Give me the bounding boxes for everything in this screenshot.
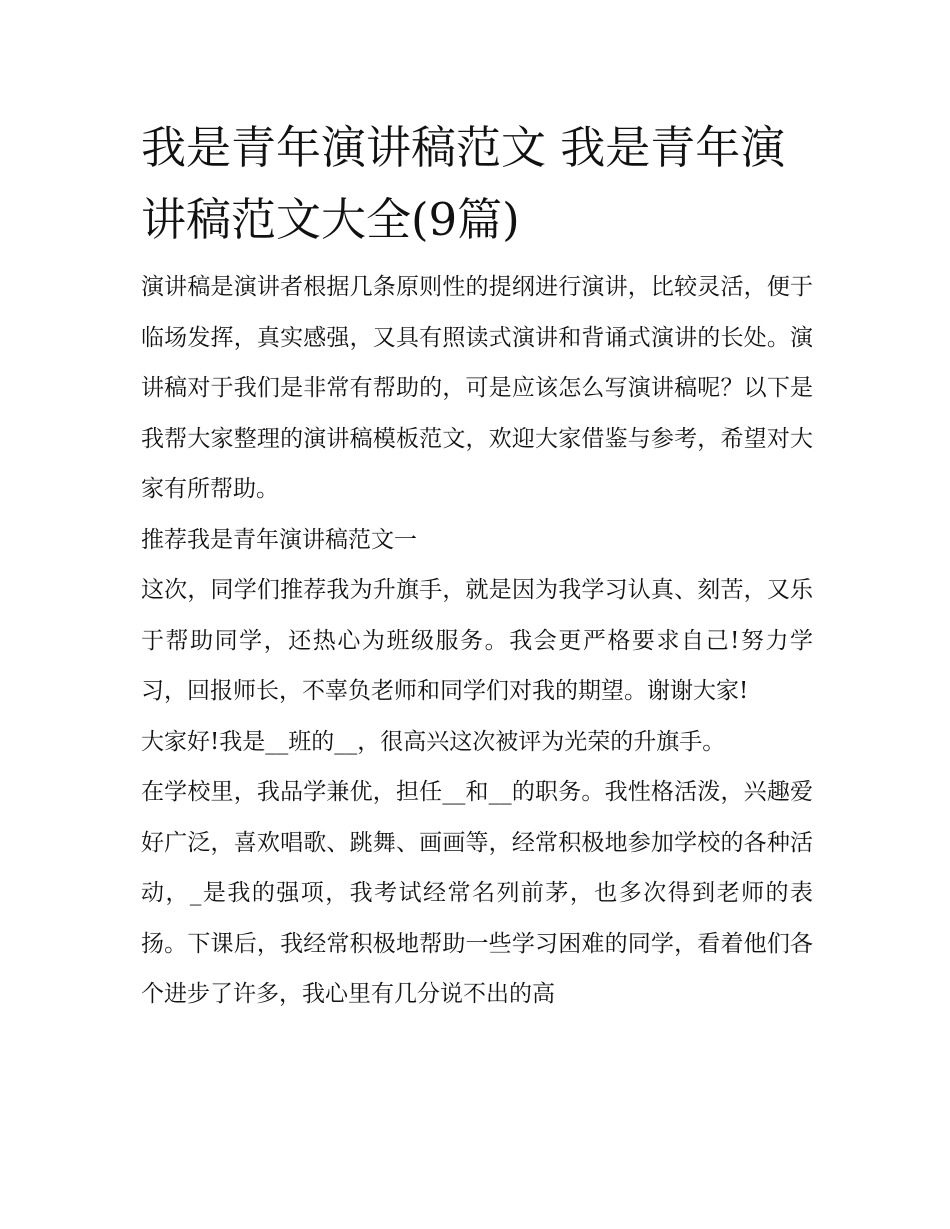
- section-heading: 推荐我是青年演讲稿范文一: [141, 526, 417, 553]
- document-title: 我是青年演讲稿范文 我是青年演讲稿范文大全(9篇): [141, 121, 786, 246]
- document-body: [141, 112, 813, 1020]
- body-paragraph: 在学校里，我品学兼优，担任__和__的职务。我性格活泼，兴趣爱好广泛，喜欢唱歌、跳舞、画画等，经常积极地参加学校的各种活动，_是我的强项，我考试经常名列前茅，也多次得到老师的表扬。下课后，我经常积极地帮助一些学习困难的同学，看着他们各个进步了许多，我心里有几分说不出的高: [141, 779, 813, 1007]
- body-paragraph: 大家好!我是__班的__，很高兴这次被评为光荣的升旗手。: [141, 728, 726, 755]
- intro-paragraph: 演讲稿是演讲者根据几条原则性的提纲进行演讲，比较灵活，便于临场发挥，真实感强，又具有照读式演讲和背诵式演讲的长处。演讲稿对于我们是非常有帮助的，可是应该怎么写演讲稿呢？以下是我帮大家整理的演讲稿模板范文，欢迎大家借鉴与参考，希望对大家有所帮助。: [141, 274, 813, 502]
- body-paragraph: 这次，同学们推荐我为升旗手，就是因为我学习认真、刻苦，又乐于帮助同学，还热心为班级服务。我会更严格要求自己!努力学习，回报师长，不辜负老师和同学们对我的期望。谢谢大家!: [141, 577, 813, 704]
